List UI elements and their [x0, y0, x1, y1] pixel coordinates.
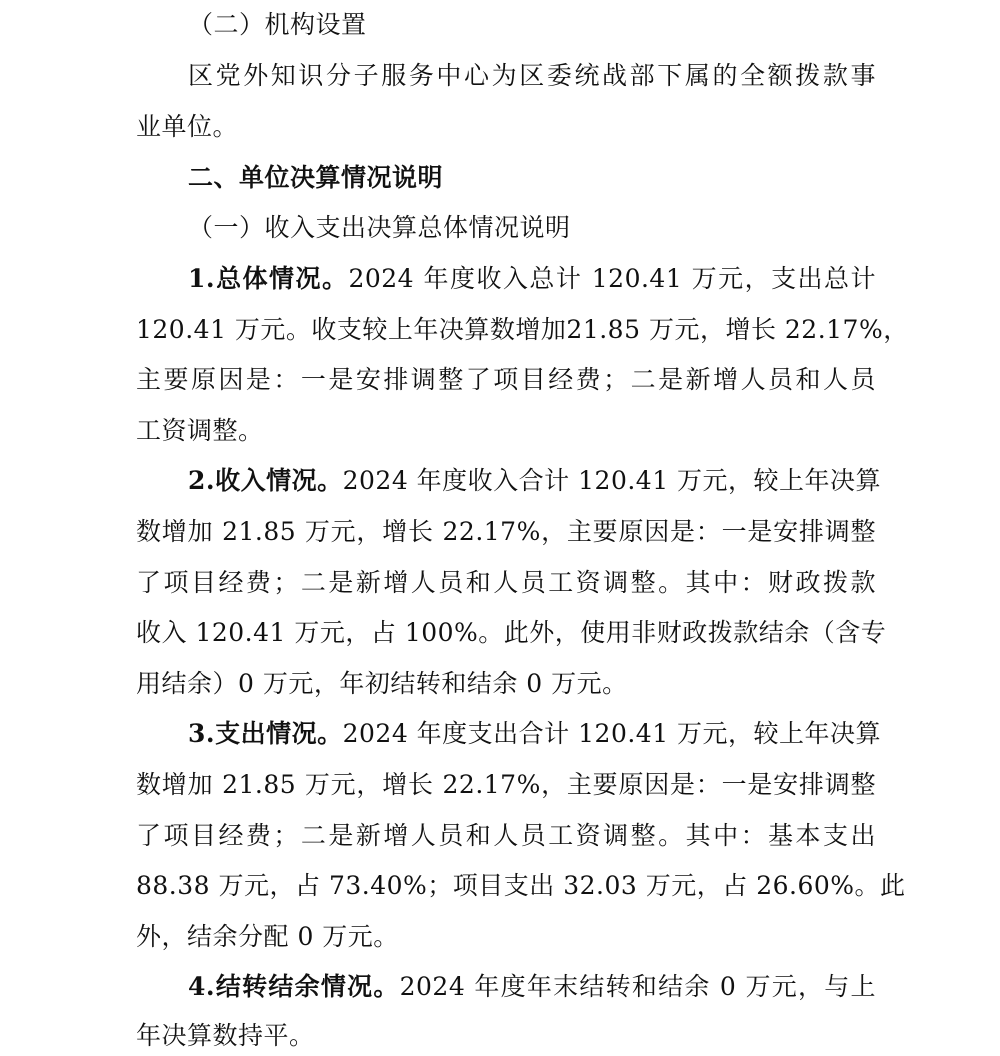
paragraph-text: 2024 年度年末结转和结余 0 万元，与上 [399, 972, 876, 1001]
paragraph-text: 2024 年度收入合计 120.41 万元，较上年决算 [342, 466, 882, 495]
paragraph-line: 外，结余分配 0 万元。 [136, 922, 399, 951]
paragraph-line: 数增加 21.85 万元，增长 22.17%，主要原因是：一是安排调整 [136, 770, 876, 799]
section-heading: 二、单位决算情况说明 [188, 163, 444, 192]
paragraph-line [188, 719, 882, 749]
paragraph-line: 了项目经费；二是新增人员和人员工资调整。其中：基本支出 [136, 821, 876, 850]
paragraph-line: 了项目经费；二是新增人员和人员工资调整。其中：财政拨款 [136, 568, 876, 597]
paragraph-line: 用结余）0 万元，年初结转和结余 0 万元。 [136, 669, 628, 698]
paragraph-text: 2024 年度支出合计 120.41 万元，较上年决算 [342, 719, 882, 748]
paragraph-lead: 4.结转结余情况。 [188, 972, 400, 1001]
paragraph-line [188, 466, 882, 496]
paragraph-line: 120.41 万元。收支较上年决算数增加21.85 万元，增长 22.17%， [136, 315, 909, 344]
org-text-line: 业单位。 [136, 112, 239, 141]
paragraph-text: 2024 年度收入总计 120.41 万元，支出总计 [348, 264, 876, 293]
paragraph-lead: 2.收入情况。 [188, 466, 343, 495]
paragraph-line: 主要原因是：一是安排调整了项目经费；二是新增人员和人员 [136, 365, 876, 394]
paragraph-line: 88.38 万元，占 73.40%；项目支出 32.03 万元，占 26.60%。此 [136, 871, 906, 900]
org-section-heading: （二）机构设置 [188, 10, 367, 39]
paragraph-lead: 3.支出情况。 [188, 719, 343, 748]
paragraph-line [188, 972, 876, 1002]
paragraph-lead: 1.总体情况。 [188, 264, 349, 293]
subsection-heading: （一）收入支出决算总体情况说明 [188, 213, 571, 242]
paragraph-line [188, 264, 876, 294]
org-text-line: 区党外知识分子服务中心为区委统战部下属的全额拨款事 [188, 61, 876, 90]
paragraph-line: 年决算数持平。 [136, 1021, 315, 1050]
paragraph-line: 收入 120.41 万元，占 100%。此外，使用非财政拨款结余（含专 [136, 618, 887, 647]
paragraph-line: 数增加 21.85 万元，增长 22.17%，主要原因是：一是安排调整 [136, 517, 876, 546]
paragraph-line: 工资调整。 [136, 416, 264, 445]
